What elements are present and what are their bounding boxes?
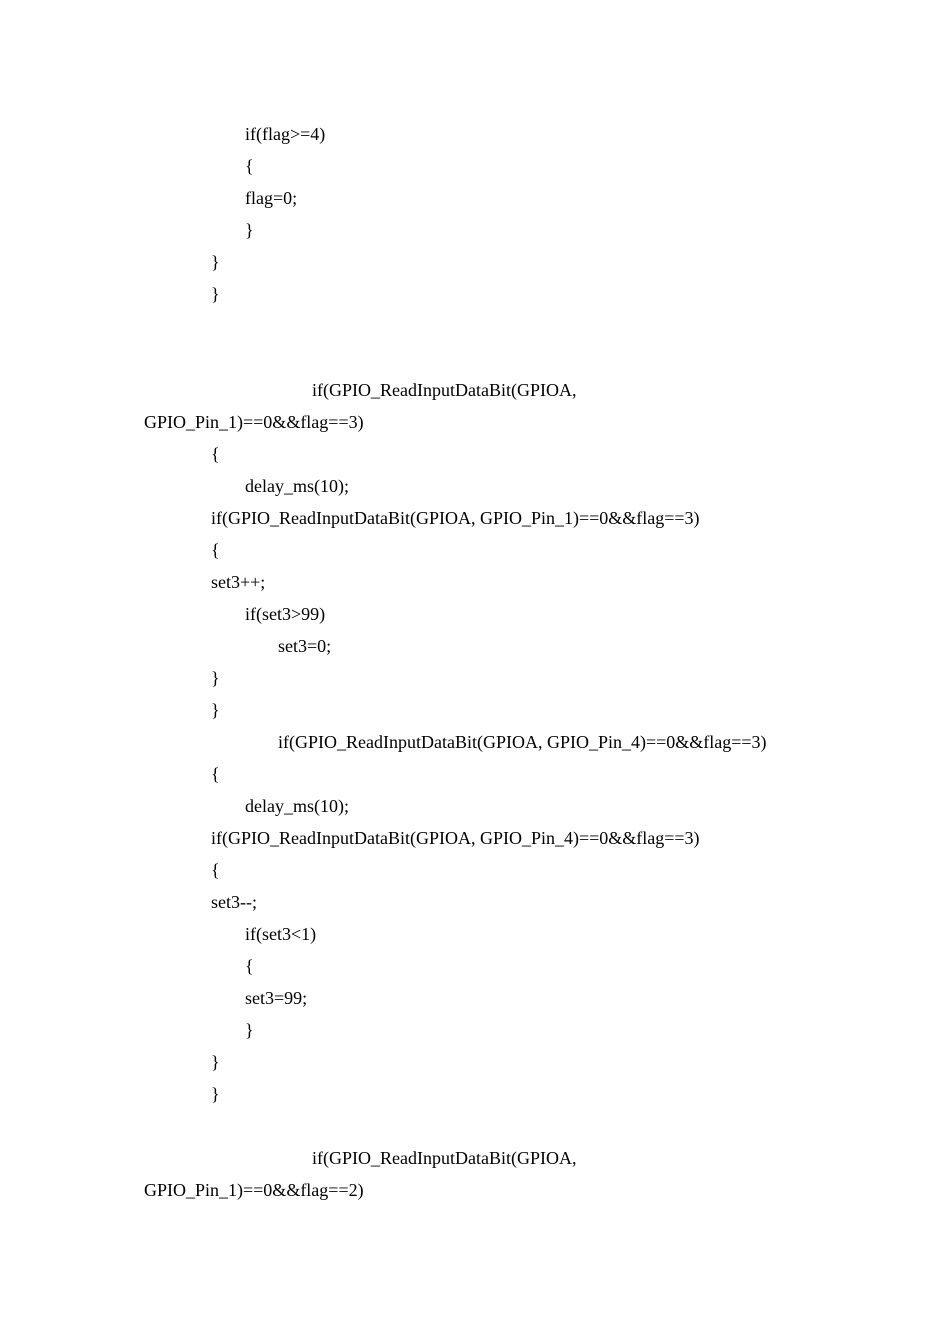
code-line: } — [245, 1020, 254, 1040]
code-line: if(GPIO_ReadInputDataBit(GPIOA, — [312, 380, 577, 400]
code-line: set3=0; — [278, 636, 332, 656]
code-line: } — [211, 252, 220, 272]
code-line: if(GPIO_ReadInputDataBit(GPIOA, GPIO_Pin_1)==0&&flag==3) — [211, 508, 700, 528]
code-line: { — [245, 956, 254, 976]
code-line: } — [211, 1052, 220, 1072]
code-line: if(GPIO_ReadInputDataBit(GPIOA, GPIO_Pin_4)==0&&flag==3) — [278, 732, 767, 752]
code-line: { — [211, 540, 220, 560]
code-line: if(flag>=4) — [245, 124, 326, 144]
code-line: GPIO_Pin_1)==0&&flag==3) — [144, 412, 364, 432]
code-line: set3--; — [211, 892, 257, 912]
code-line: delay_ms(10); — [245, 476, 349, 496]
code-line: GPIO_Pin_1)==0&&flag==2) — [144, 1180, 364, 1200]
code-line: if(set3>99) — [245, 604, 326, 624]
code-line: { — [211, 444, 220, 464]
code-line: delay_ms(10); — [245, 796, 349, 816]
code-line: } — [211, 700, 220, 720]
code-line: set3++; — [211, 572, 266, 592]
code-line: { — [245, 156, 254, 176]
code-line: if(GPIO_ReadInputDataBit(GPIOA, — [312, 1148, 577, 1168]
code-line: { — [211, 860, 220, 880]
code-line: flag=0; — [245, 188, 298, 208]
code-line: set3=99; — [245, 988, 308, 1008]
code-line: } — [211, 1084, 220, 1104]
code-line: if(GPIO_ReadInputDataBit(GPIOA, GPIO_Pin_4)==0&&flag==3) — [211, 828, 700, 848]
code-line: } — [211, 284, 220, 304]
code-line: } — [245, 220, 254, 240]
code-line: if(set3<1) — [245, 924, 317, 944]
code-line: } — [211, 668, 220, 688]
code-line: { — [211, 764, 220, 784]
